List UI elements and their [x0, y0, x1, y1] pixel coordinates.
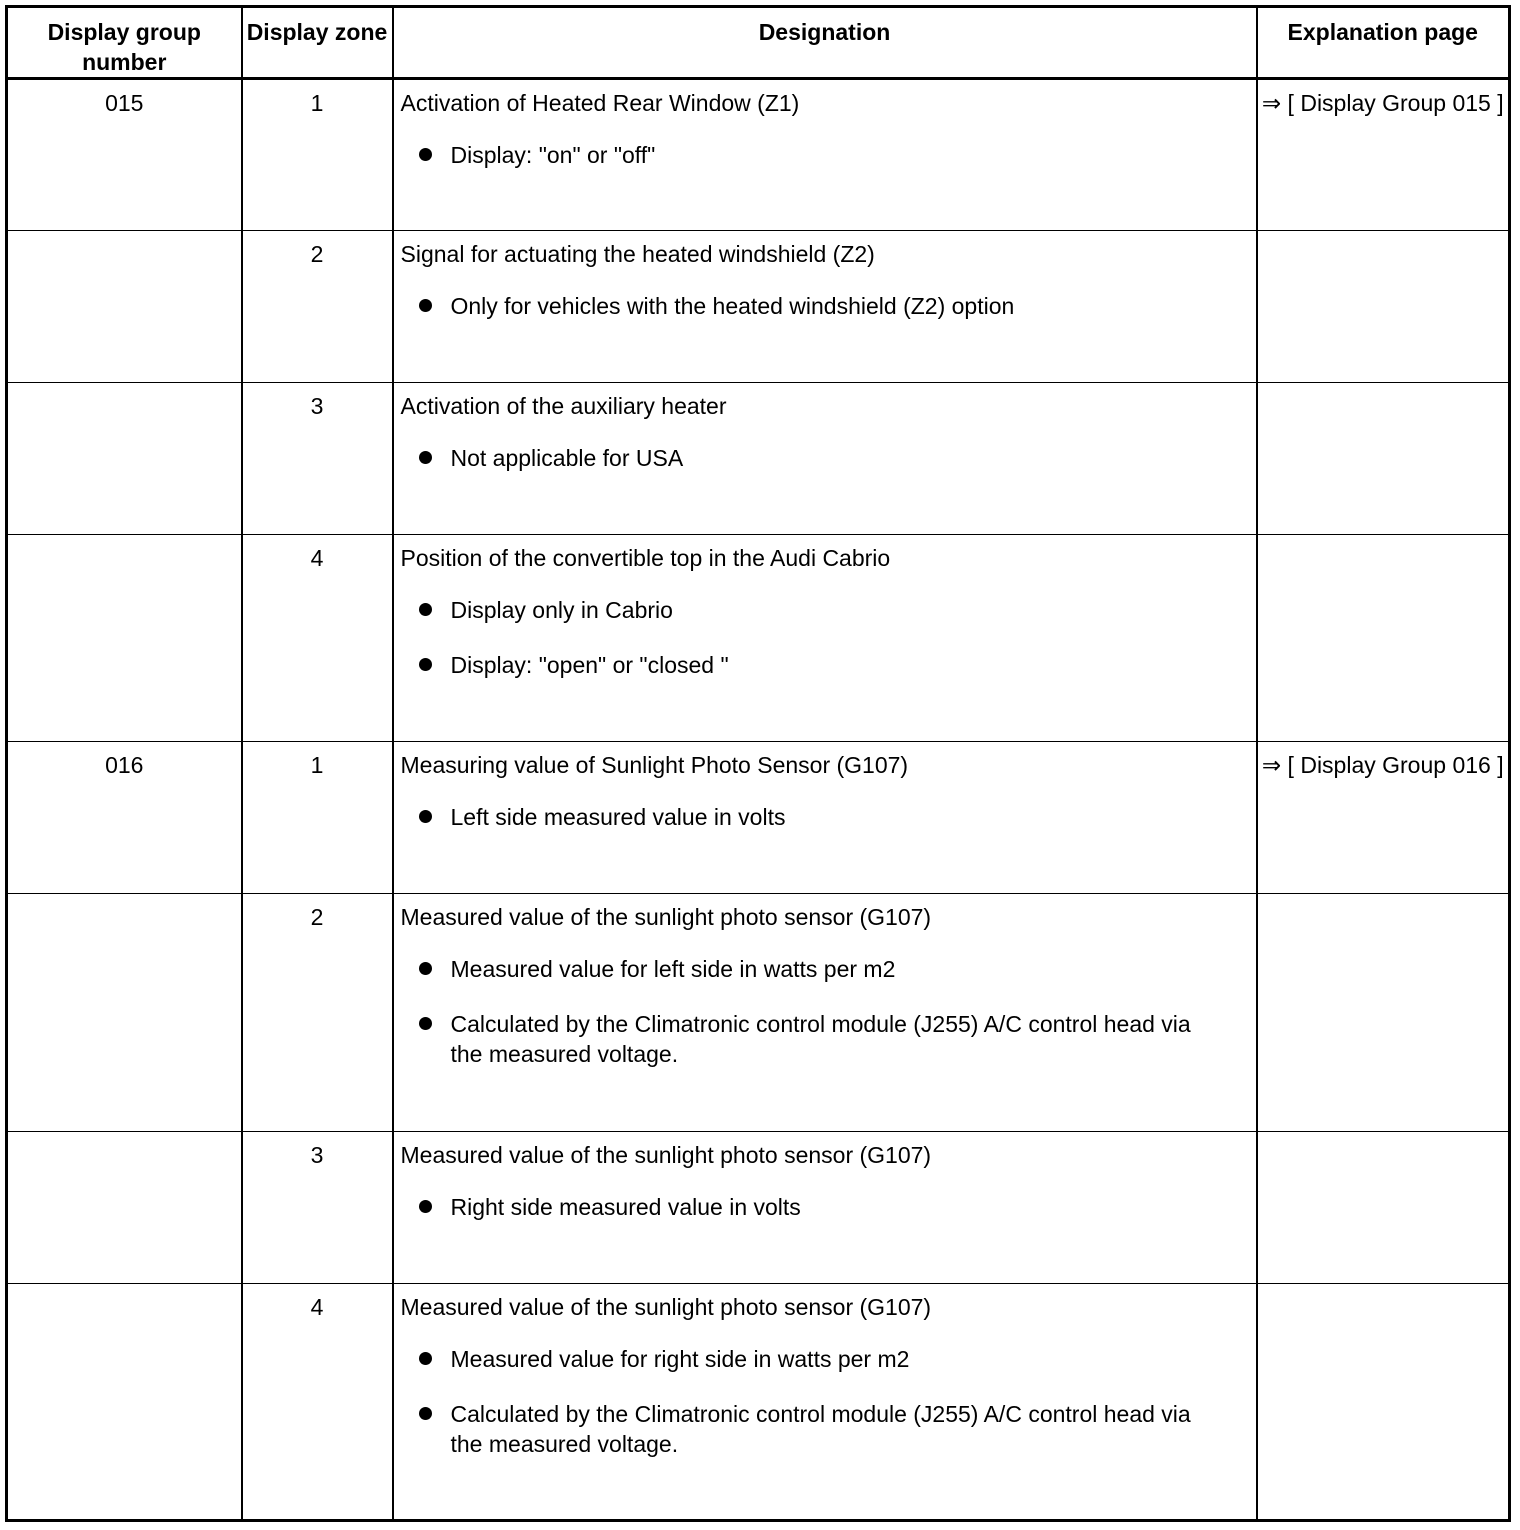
designation-title: Measured value of the sunlight photo sensor (G107)	[400, 904, 932, 930]
group-number-cell	[7, 535, 242, 742]
bullet-text: Measured value for right side in watts per m2	[450, 1346, 910, 1372]
bullet-item	[401, 802, 1226, 832]
header-explanation-page: Explanation page	[1257, 7, 1510, 79]
header-group-number: Display group number	[7, 7, 242, 79]
designation-cell	[393, 535, 1257, 742]
zone-cell: 3	[242, 1132, 393, 1284]
bullet-item	[401, 443, 1226, 473]
bullet-icon	[419, 299, 432, 312]
bullet-item	[401, 1009, 1226, 1069]
explanation-cell	[1257, 1284, 1510, 1521]
designation-title: Measured value of the sunlight photo sensor (G107)	[400, 1142, 932, 1168]
group-number-cell: 015	[7, 79, 242, 231]
bullet-item	[401, 1344, 1226, 1374]
bullet-item	[401, 595, 1226, 625]
table-row	[7, 1284, 1510, 1521]
bullet-item	[401, 650, 1226, 680]
bullet-item	[401, 1192, 1226, 1222]
group-number-cell: 016	[7, 742, 242, 894]
bullet-item	[401, 291, 1226, 321]
designation-title: Position of the convertible top in the Audi Cabrio	[400, 545, 891, 571]
explanation-cell	[1257, 231, 1510, 383]
bullet-text: Left side measured value in volts	[450, 804, 786, 830]
bullet-icon	[419, 962, 432, 975]
bullet-text: Display: "open" or "closed "	[450, 652, 729, 678]
bullet-list	[401, 1192, 1226, 1222]
zone-cell: 2	[242, 231, 393, 383]
bullet-list	[401, 954, 1226, 1069]
zone-cell: 1	[242, 79, 393, 231]
bullet-icon	[419, 1017, 432, 1030]
bullet-list	[401, 291, 1226, 321]
header-display-zone: Display zone	[242, 7, 393, 79]
designation-cell	[393, 383, 1257, 535]
designation-title: Measured value of the sunlight photo sensor (G107)	[400, 1294, 932, 1320]
bullet-item	[401, 954, 1226, 984]
bullet-item	[401, 1399, 1226, 1459]
bullet-icon	[419, 1407, 432, 1420]
bullet-list	[401, 802, 1226, 832]
table-row	[7, 79, 1510, 231]
bullet-text: Display: "on" or "off"	[450, 142, 656, 168]
designation-title: Signal for actuating the heated windshield (Z2)	[400, 241, 875, 267]
explanation-cell	[1257, 894, 1510, 1132]
bullet-text: Calculated by the Climatronic control module (J255) A/C control head via the measured voltage.	[450, 1011, 1191, 1067]
designation-cell	[393, 79, 1257, 231]
group-number-cell	[7, 383, 242, 535]
zone-cell: 4	[242, 535, 393, 742]
group-number-cell	[7, 231, 242, 383]
bullet-icon	[419, 603, 432, 616]
explanation-link[interactable]: ⇒ [ Display Group 015 ]	[1257, 79, 1510, 231]
bullet-text: Display only in Cabrio	[450, 597, 673, 623]
explanation-link[interactable]: ⇒ [ Display Group 016 ]	[1257, 742, 1510, 894]
table-row	[7, 231, 1510, 383]
bullet-icon	[419, 658, 432, 671]
bullet-item	[401, 140, 1226, 170]
explanation-cell	[1257, 1132, 1510, 1284]
zone-cell: 3	[242, 383, 393, 535]
header-designation: Designation	[393, 7, 1257, 79]
table-row	[7, 1132, 1510, 1284]
bullet-text: Not applicable for USA	[450, 445, 684, 471]
bullet-list	[401, 1344, 1226, 1459]
group-number-cell	[7, 1132, 242, 1284]
bullet-list	[401, 140, 1226, 170]
table-row	[7, 742, 1510, 894]
zone-cell: 4	[242, 1284, 393, 1521]
designation-title: Activation of Heated Rear Window (Z1)	[400, 90, 800, 116]
table-header-row	[7, 7, 1510, 79]
designation-cell	[393, 1132, 1257, 1284]
zone-cell: 2	[242, 894, 393, 1132]
table-row	[7, 383, 1510, 535]
bullet-icon	[419, 148, 432, 161]
bullet-text: Measured value for left side in watts per m2	[450, 956, 896, 982]
bullet-list	[401, 595, 1226, 680]
table-row	[7, 535, 1510, 742]
designation-cell	[393, 742, 1257, 894]
designation-cell	[393, 231, 1257, 383]
explanation-cell	[1257, 535, 1510, 742]
bullet-icon	[419, 451, 432, 464]
designation-title: Measuring value of Sunlight Photo Sensor (G107)	[400, 752, 909, 778]
table-row	[7, 894, 1510, 1132]
bullet-icon	[419, 810, 432, 823]
display-group-table	[5, 5, 1511, 1522]
bullet-icon	[419, 1352, 432, 1365]
bullet-text: Only for vehicles with the heated windshield (Z2) option	[450, 293, 1015, 319]
bullet-text: Calculated by the Climatronic control module (J255) A/C control head via the measured voltage.	[450, 1401, 1191, 1457]
designation-cell	[393, 894, 1257, 1132]
bullet-icon	[419, 1200, 432, 1213]
designation-title: Activation of the auxiliary heater	[400, 393, 727, 419]
explanation-cell	[1257, 383, 1510, 535]
group-number-cell	[7, 894, 242, 1132]
designation-cell	[393, 1284, 1257, 1521]
zone-cell: 1	[242, 742, 393, 894]
bullet-text: Right side measured value in volts	[450, 1194, 801, 1220]
bullet-list	[401, 443, 1226, 473]
group-number-cell	[7, 1284, 242, 1521]
